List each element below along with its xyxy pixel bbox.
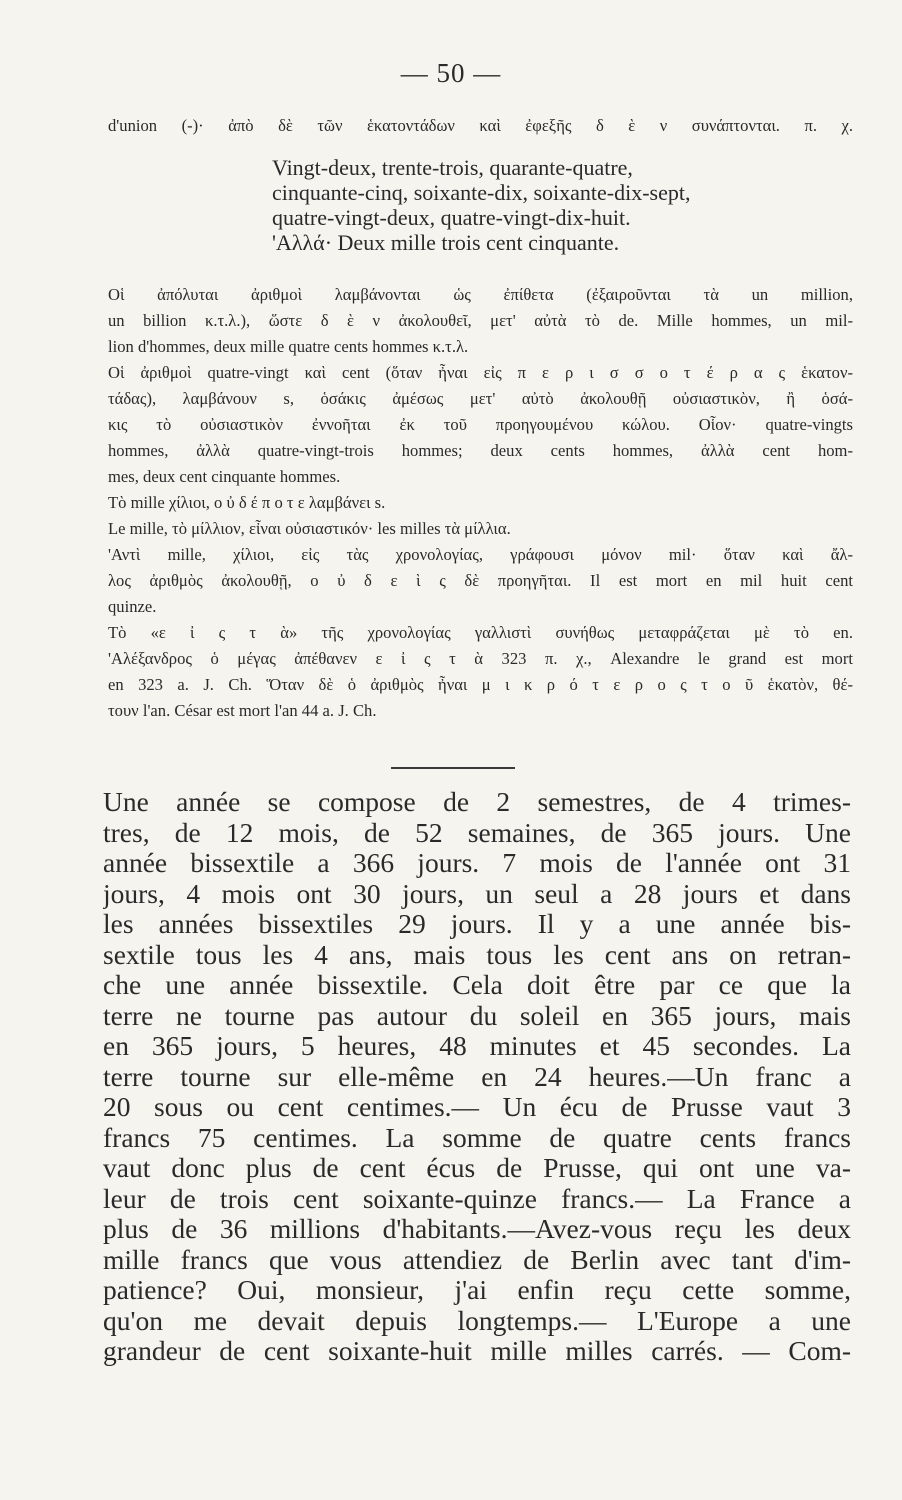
main-text-line: leur de trois cent soixante-quinze francs.— La France a (103, 1183, 851, 1214)
grammar-notes (108, 282, 853, 724)
note-line: hommes, ἀλλὰ quatre-vingt-trois hommes; deux cents hommes, ἀλλὰ cent hom- (108, 441, 853, 460)
main-text-line: en 365 jours, 5 heures, 48 minutes et 45 secondes. La (103, 1031, 851, 1061)
note-line: τουν l'an. César est mort l'an 44 a. J. Ch. (108, 701, 377, 720)
main-text-line: qu'on me devait depuis longtemps.— L'Europe a une (103, 1305, 851, 1336)
note-line: 'Αντὶ mille, χίλιοι, εἰς τὰς χρονολογίας, γράφουσι μόνον mil· ὅταν καὶ ἄλ- (108, 545, 853, 564)
note-line: en 323 a. J. Ch. Ὅταν δὲ ὁ ἀριθμὸς ἦναι μ ι κ ρ ό τ ε ρ ο ς τ ο ῦ ἑκατὸν, θέ- (108, 675, 853, 694)
note-line: τάδας), λαμβάνουν s, ὁσάκις ἀμέσως μετ' αὐτὸ ἀκολουθῇ οὐσιαστικὸν, ἢ ὁσά- (108, 389, 853, 408)
main-text-line: sextile tous les 4 ans, mais tous les cent ans on retran- (103, 939, 851, 970)
note-line: Le mille, τὸ μίλλιον, εἶναι οὐσιαστικόν· les milles τὰ μίλλια. (108, 519, 511, 538)
main-text-line: année bissextile a 366 jours. 7 mois de l'année ont 31 (103, 848, 851, 878)
note-line: 'Αλέξανδρος ὁ μέγας ἀπέθανεν ε ἰ ς τ ὰ 323 π. χ., Alexandre le grand est mort (108, 649, 853, 668)
note-line: Οἱ ἀπόλυται ἀριθμοὶ λαμβάνονται ὡς ἐπίθετα (ἐξαιροῦνται τὰ un million, (108, 285, 853, 304)
main-text-line: 20 sous ou cent centimes.— Un écu de Prusse vaut 3 (103, 1092, 851, 1122)
main-text-line: grandeur de cent soixante-huit mille milles carrés. — Com- (103, 1336, 851, 1366)
note-line: Τὸ mille χίλιοι, ο ὐ δ έ π ο τ ε λαμβάνει s. (108, 493, 386, 512)
number-example-line: quatre-vingt-deux, quatre-vingt-dix-huit. (272, 205, 631, 230)
intro-line-block (108, 113, 853, 139)
number-examples (272, 155, 852, 255)
number-example-line: cinquante-cinq, soixante-dix, soixante-dix-sept, (272, 180, 691, 205)
intro-line: d'union (-)· ἀπὸ δὲ τῶν ἑκατοντάδων καὶ ἐφεξῆς δ ὲ ν συνάπτονται. π. χ. (108, 116, 853, 135)
main-text-line: terre tourne sur elle-même en 24 heures.—Un franc a (103, 1061, 851, 1092)
note-line: lion d'hommes, deux mille quatre cents hommes κ.τ.λ. (108, 337, 469, 356)
main-text-line: che une année bissextile. Cela doit être par ce que la (103, 970, 851, 1000)
page-number: — 50 — (400, 58, 502, 88)
main-text-line: plus de 36 millions d'habitants.—Avez-vous reçu les deux (103, 1214, 851, 1244)
main-text-line: les années bissextiles 29 jours. Il y a une année bis- (103, 909, 851, 939)
number-example-line: Vingt-deux, trente-trois, quarante-quatre, (272, 155, 633, 180)
number-example-line: 'Αλλά· Deux mille trois cent cinquante. (272, 230, 620, 255)
note-line: un billion κ.τ.λ.), ὥστε δ ὲ ν ἀκολουθεῖ, μετ' αὐτὰ τὸ de. Mille hommes, un mil- (108, 311, 853, 330)
note-line: λος ἀριθμὸς ἀκολουθῇ, ο ὐ δ ε ὶ ς δὲ προηγῆται. Il est mort en mil huit cent (108, 571, 853, 590)
main-text (103, 787, 851, 1367)
note-line: Τὸ «ε ἰ ς τ ὰ» τῆς χρονολογίας γαλλιστὶ συνήθως μεταφράζεται μὲ τὸ en. (108, 623, 853, 642)
main-text-line: vaut donc plus de cent écus de Prusse, qui ont une va- (103, 1153, 851, 1183)
main-text-line: patience? Oui, monsieur, j'ai enfin reçu cette somme, (103, 1275, 851, 1305)
section-divider (391, 767, 515, 769)
note-line: mes, deux cent cinquante hommes. (108, 467, 341, 486)
note-line: quinze. (108, 597, 157, 616)
note-line: κις τὸ οὐσιαστικὸν ἐννοῆται ἐκ τοῦ προηγουμένου κώλου. Οἷον· quatre-vingts (108, 415, 853, 434)
main-text-line: jours, 4 mois ont 30 jours, un seul a 28 jours et dans (103, 878, 851, 909)
main-text-line: tres, de 12 mois, de 52 semaines, de 365 jours. Une (103, 817, 851, 848)
main-text-line: mille francs que vous attendiez de Berlin avec tant d'im- (103, 1244, 851, 1275)
main-text-line: terre ne tourne pas autour du soleil en 365 jours, mais (103, 1000, 851, 1031)
note-line: Οἱ ἀριθμοὶ quatre-vingt καὶ cent (ὅταν ἦναι εἰς π ε ρ ι σ σ ο τ έ ρ α ς ἑκατον- (108, 363, 853, 382)
main-text-line: francs 75 centimes. La somme de quatre cents francs (103, 1122, 851, 1153)
main-text-line: Une année se compose de 2 semestres, de 4 trimes- (103, 787, 851, 817)
